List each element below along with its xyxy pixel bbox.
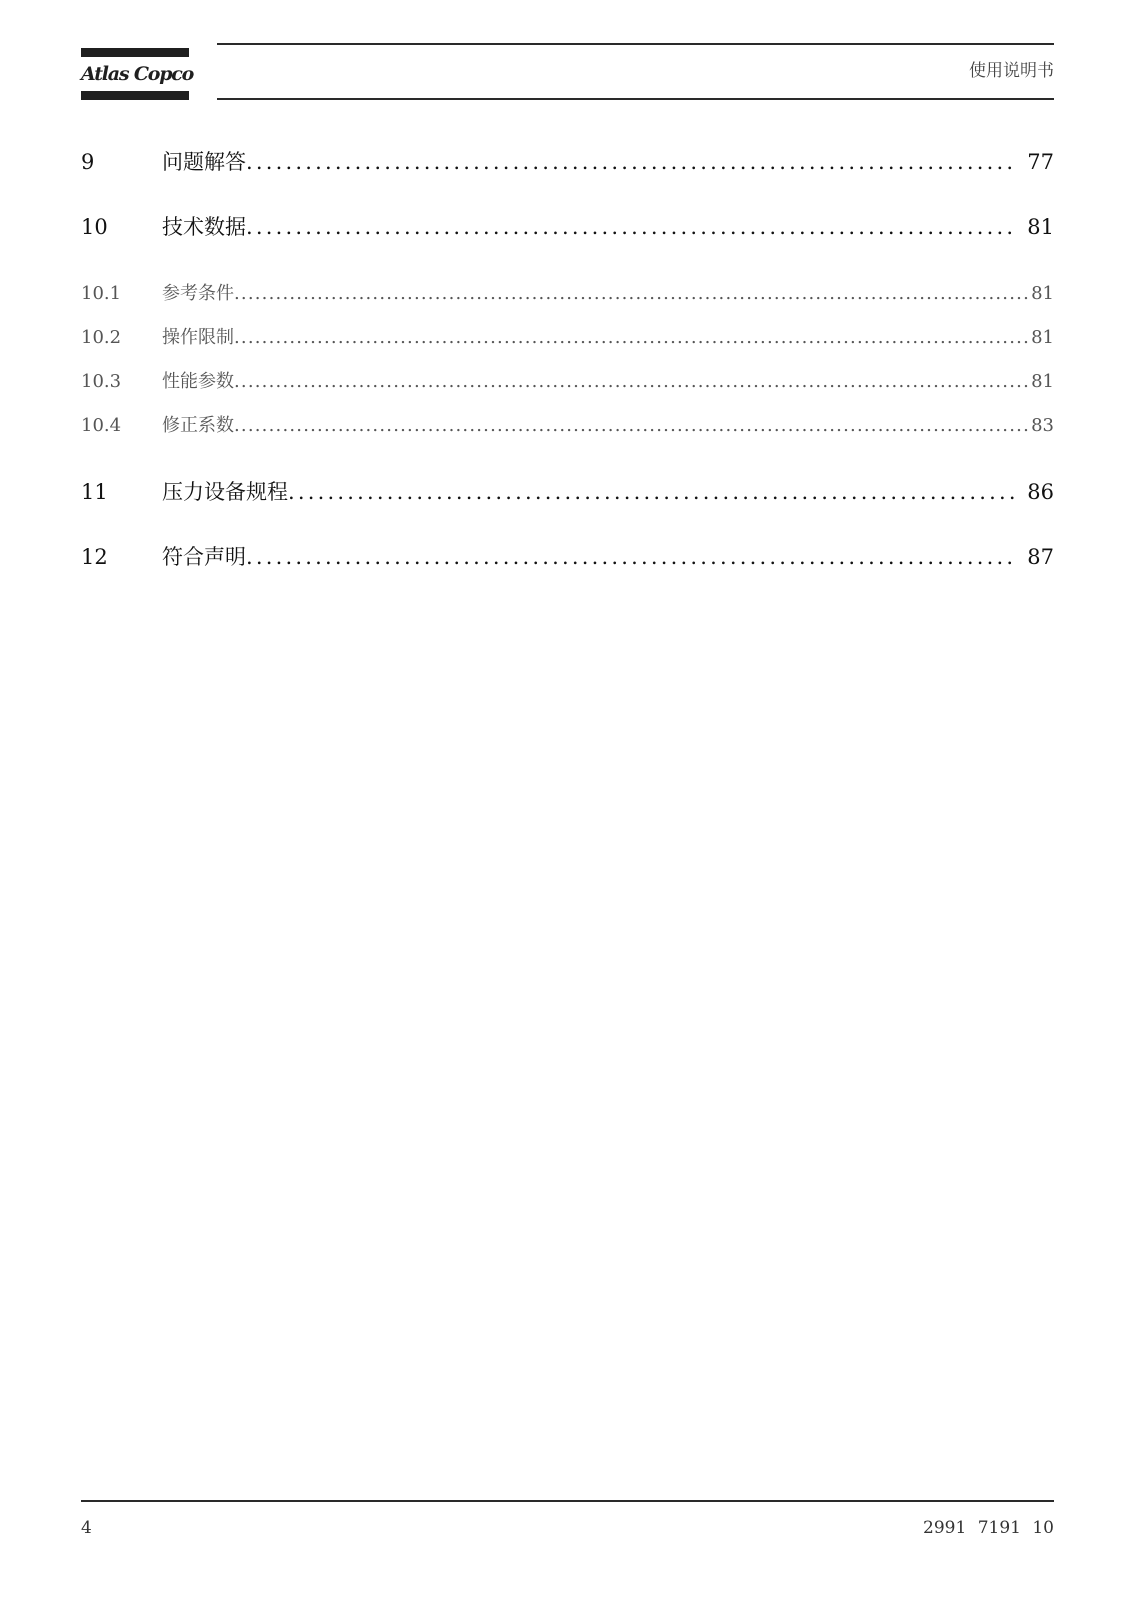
toc-leader-dots bbox=[246, 148, 1015, 176]
toc-entry-page: 81 bbox=[1027, 215, 1054, 239]
toc-entry-title: 修正系数 bbox=[162, 415, 234, 436]
toc-leader-dots bbox=[234, 282, 1031, 306]
toc-entry-10-1[interactable] bbox=[81, 282, 1054, 306]
logo-bottom-bar bbox=[81, 91, 189, 100]
toc-entry-title: 性能参数 bbox=[162, 371, 234, 392]
toc-entry-page: 87 bbox=[1027, 545, 1054, 569]
toc-leader-dots bbox=[246, 213, 1015, 241]
toc-entry-number: 10 bbox=[81, 215, 108, 239]
toc-entry-11[interactable] bbox=[81, 478, 1054, 506]
toc-entry-page: 86 bbox=[1027, 480, 1054, 504]
toc-leader-dots bbox=[246, 543, 1015, 571]
toc-entry-title: 技术数据 bbox=[162, 215, 246, 239]
toc-entry-9[interactable] bbox=[81, 148, 1054, 176]
document-number: 2991 7191 10 bbox=[923, 1518, 1054, 1538]
toc-entry-number: 10.3 bbox=[81, 371, 122, 392]
toc-entry-page: 81 bbox=[1031, 327, 1054, 348]
toc-entry-title: 操作限制 bbox=[162, 327, 234, 348]
logo-top-bar bbox=[81, 48, 189, 57]
toc-leader-dots bbox=[288, 478, 1015, 506]
toc-entry-number: 10.2 bbox=[81, 327, 122, 348]
toc-leader-dots bbox=[234, 370, 1031, 394]
toc-entry-page: 77 bbox=[1027, 150, 1054, 174]
toc-entry-number: 9 bbox=[81, 150, 95, 174]
toc-entry-title: 参考条件 bbox=[162, 283, 234, 304]
toc-entry-number: 12 bbox=[81, 545, 108, 569]
toc-leader-dots bbox=[234, 326, 1031, 350]
toc-entry-title: 符合声明 bbox=[162, 545, 246, 569]
atlas-copco-logo bbox=[81, 48, 194, 100]
page-number: 4 bbox=[81, 1518, 92, 1538]
header-bottom-rule bbox=[217, 98, 1054, 100]
toc-entry-10-4[interactable] bbox=[81, 414, 1054, 438]
toc-entry-number: 10.4 bbox=[81, 415, 122, 436]
toc-entry-page: 81 bbox=[1031, 371, 1054, 392]
header-top-rule bbox=[217, 43, 1054, 45]
toc-entry-10-2[interactable] bbox=[81, 326, 1054, 350]
toc-entry-12[interactable] bbox=[81, 543, 1054, 571]
toc-entry-page: 83 bbox=[1031, 415, 1054, 436]
toc-leader-dots bbox=[234, 414, 1031, 438]
footer-rule bbox=[81, 1500, 1054, 1502]
toc-entry-title: 问题解答 bbox=[162, 150, 246, 174]
toc-entry-10-3[interactable] bbox=[81, 370, 1054, 394]
toc-entry-page: 81 bbox=[1031, 283, 1054, 304]
logo-wordmark: Atlas Copco bbox=[81, 63, 194, 85]
toc-entry-number: 11 bbox=[81, 480, 108, 504]
toc-entry-number: 10.1 bbox=[81, 283, 122, 304]
toc-entry-10[interactable] bbox=[81, 213, 1054, 241]
toc-entry-title: 压力设备规程 bbox=[162, 480, 288, 504]
document-title: 使用说明书 bbox=[969, 61, 1054, 81]
